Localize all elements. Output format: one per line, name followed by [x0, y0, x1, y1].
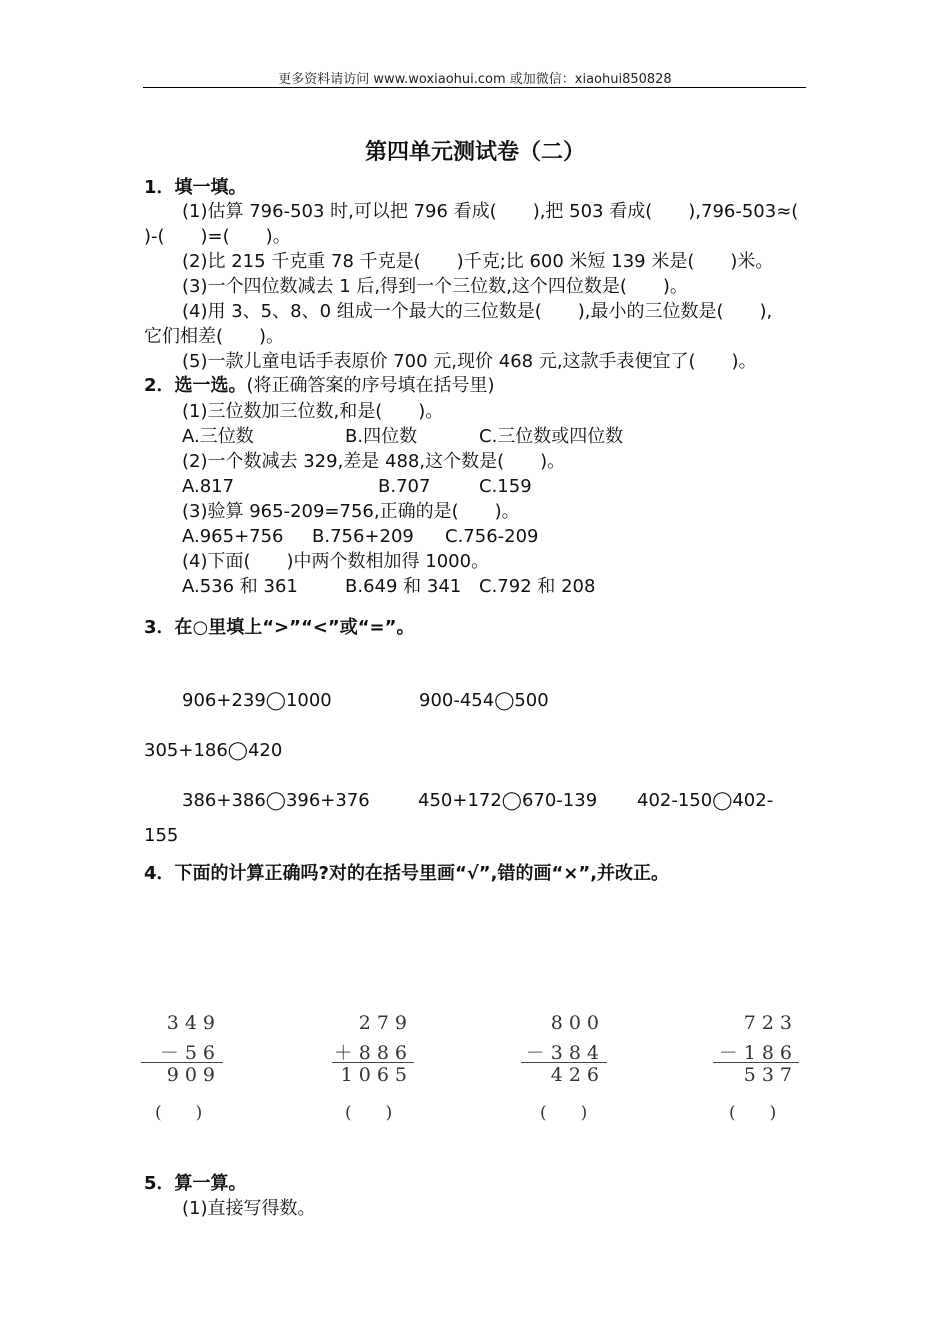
q1-5: (5)一款儿童电话手表原价 700 元,现价 468 元,这款手表便宜了( )。 [182, 351, 757, 372]
calc-top-number: 723 [743, 1012, 798, 1034]
calc-rule [713, 1062, 799, 1063]
q2-1: (1)三位数加三位数,和是( )。 [182, 401, 444, 422]
q2-1-option-a: A.三位数 [182, 426, 254, 447]
q1-4-line1: (4)用 3、5、8、0 组成一个最大的三位数是( ),最小的三位数是( ), [182, 301, 773, 322]
compare-expression: 386+386◯396+376 [182, 790, 370, 811]
q2-1-option-b: B.四位数 [345, 426, 418, 447]
calc-operand: －56 [159, 1042, 221, 1064]
q2-2-option-a: A.817 [182, 476, 235, 497]
q1-1-line1: (1)估算 796-503 时,可以把 796 看成( ),把 503 看成( ),796-503≈( [182, 201, 799, 222]
q2-4: (4)下面( )中两个数相加得 1000。 [182, 551, 490, 572]
q2-3-option-a: A.965+756 [182, 526, 284, 547]
q2-2-option-b: B.707 [378, 476, 431, 497]
section-2-note: (将正确答案的序号填在括号里) [246, 375, 495, 396]
calc-top-number: 279 [358, 1012, 413, 1034]
judge-parentheses[interactable]: ( ) [155, 1103, 203, 1123]
section-4-heading: 4．下面的计算正确吗?对的在括号里画“√”,错的画“×”,并改正。 [144, 863, 670, 884]
calc-top-number: 349 [166, 1012, 221, 1034]
judge-parentheses[interactable]: ( ) [729, 1103, 777, 1123]
section-1-heading: 1．填一填。 [144, 177, 247, 198]
q2-4-option-c: C.792 和 208 [479, 576, 596, 597]
q1-1-line2: )-( )=( )。 [144, 226, 291, 247]
q1-3: (3)一个四位数减去 1 后,得到一个三位数,这个四位数是( )。 [182, 276, 688, 297]
section-2-heading: 2．选一选。 [144, 375, 247, 396]
compare-expression: 305+186◯420 [144, 740, 283, 761]
calc-top-number: 800 [550, 1012, 605, 1034]
calc-rule [332, 1062, 414, 1063]
calc-result: 1065 [340, 1064, 413, 1086]
q2-4-option-a: A.536 和 361 [182, 576, 298, 597]
page-title: 第四单元测试卷（二） [364, 139, 585, 165]
section-3-heading: 3．在○里填上“>”“<”或“=”。 [144, 617, 415, 638]
calc-operand: －186 [718, 1042, 798, 1064]
section-2-line [144, 374, 495, 398]
q2-4-option-b: B.649 和 341 [345, 576, 462, 597]
calc-result: 537 [743, 1064, 798, 1086]
calc-operand: ＋886 [333, 1042, 413, 1064]
q2-3: (3)验算 965-209=756,正确的是( )。 [182, 501, 520, 522]
q2-2: (2)一个数减去 329,差是 488,这个数是( )。 [182, 451, 566, 472]
compare-expression: 402-150◯402- [637, 790, 774, 811]
q2-3-option-b: B.756+209 [312, 526, 414, 547]
calc-result: 909 [166, 1064, 221, 1086]
header-rule [143, 87, 806, 88]
calc-result: 426 [550, 1064, 605, 1086]
q2-1-option-c: C.三位数或四位数 [479, 426, 624, 447]
q1-2: (2)比 215 千克重 78 千克是( )千克;比 600 米短 139 米是( )米。 [182, 251, 774, 272]
section-5-subheading: (1)直接写得数。 [182, 1198, 316, 1219]
compare-expression: 906+239◯1000 [182, 690, 332, 711]
q2-2-option-c: C.159 [479, 476, 532, 497]
section-5-heading: 5．算一算。 [144, 1173, 247, 1194]
judge-parentheses[interactable]: ( ) [540, 1103, 588, 1123]
calc-operand: －384 [525, 1042, 605, 1064]
compare-expression: 450+172◯670-139 [418, 790, 598, 811]
calc-rule [141, 1062, 223, 1063]
q2-3-option-c: C.756-209 [445, 526, 539, 547]
compare-expression-wrap: 155 [144, 825, 179, 846]
calc-rule [521, 1062, 607, 1063]
judge-parentheses[interactable]: ( ) [345, 1103, 393, 1123]
compare-expression: 900-454◯500 [419, 690, 549, 711]
page-header: 更多资料请访问 www.woxiaohui.com 或加微信：xiaohui850828 [278, 72, 672, 87]
q1-4-line2: 它们相差( )。 [144, 326, 285, 347]
